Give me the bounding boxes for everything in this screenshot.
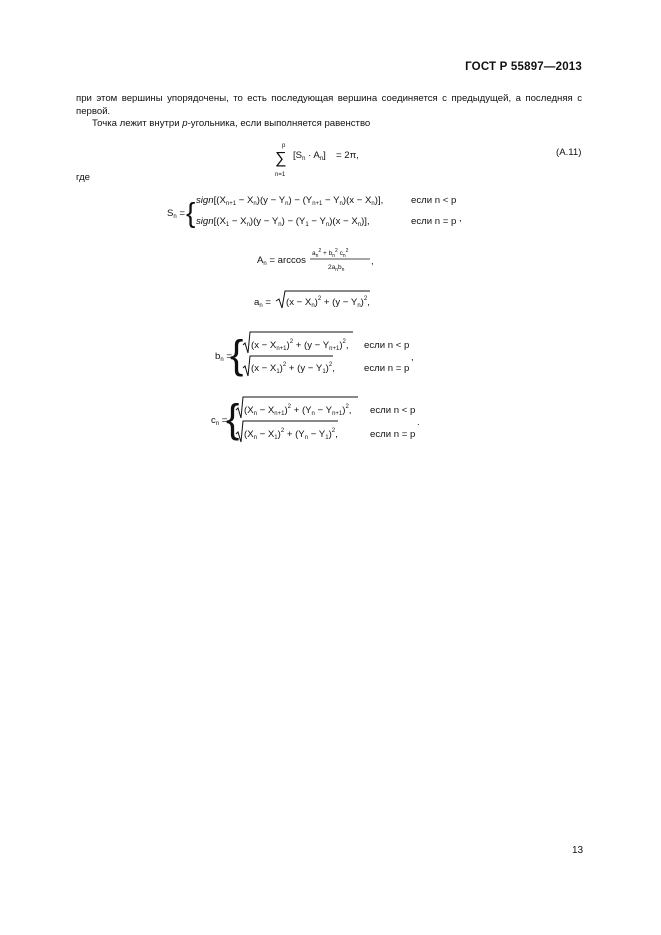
cn-lhs: $c_n$ = — [211, 415, 228, 427]
cn-case2: $(X_n - X_1)^2 + (Y_n - Y_1)^2$, — [244, 428, 338, 441]
an-small-lhs: $a_n$ = — [254, 297, 271, 309]
cn-cond-less: если n < p — [370, 405, 416, 416]
paragraph-variable-p: p — [182, 118, 188, 129]
bn-case1: $(x - X_{n+1})^2 + (y - Y_{n+1})^2$, — [251, 339, 349, 352]
an-small-body: $(x - X_n)^2 + (y - Y_n)^2$, — [286, 296, 370, 309]
sn-cond-less: если n < p — [411, 195, 457, 206]
sn-case1: $sign[(X_{n+1} - X_n)(y - Y_n) - (Y_{n+1} - Y_n)(x - X_n)]$, — [196, 195, 384, 207]
sn-brace: { — [186, 197, 196, 228]
bn-case2: $(x - X_1)^2 + (y - Y_1)^2$, — [251, 362, 335, 375]
page-number: 13 — [572, 845, 584, 856]
bn-comma: , — [411, 352, 414, 363]
an-denominator: $2a_nb_n$ — [328, 264, 345, 273]
bn-lhs: $b_n$ = — [215, 351, 232, 363]
sn-comma: , — [459, 213, 462, 224]
paragraph-vertices-order: при этом вершины упорядочены, то есть последующая вершина соединяется с предыдущей, а последняя с первой. — [76, 93, 582, 117]
cn-case1: $(X_n - X_{n+1})^2 + (Y_n - Y_{n+1})^2$, — [244, 404, 352, 417]
an-numerator: $a_n^2 + b_n^2$ $c_n^2$ — [312, 248, 349, 259]
bn-brace: { — [230, 333, 244, 377]
standard-header: ГОСТ Р 55897—2013 — [465, 61, 582, 73]
sum-upper-limit: p — [282, 143, 286, 149]
paragraph-text-pre: Точка лежит внутри — [92, 118, 183, 129]
sn-case2: $sign[(X_1 - X_n)(y - Y_n) - (Y_1 - Y_n)(x - X_n)]$, — [196, 216, 370, 228]
bn-formula — [215, 332, 414, 377]
an-small-formula — [254, 291, 370, 309]
sigma-symbol: ∑ — [275, 150, 287, 167]
an-formula — [257, 248, 374, 273]
equation-number: (А.11) — [556, 147, 582, 158]
sn-formula — [167, 195, 462, 228]
sum-rhs: = 2π, — [336, 150, 359, 161]
sum-lower-limit: n=1 — [275, 172, 286, 178]
bn-cond-less: если n < p — [364, 340, 410, 351]
sum-body: $[S_n \cdot A_n]$ — [293, 150, 326, 162]
sn-cond-eq: если n = p — [411, 216, 457, 227]
cn-comma: . — [417, 417, 420, 428]
cn-brace: { — [226, 397, 240, 441]
paragraph-text-post: -угольника, если выполняется равенство — [187, 118, 371, 129]
sn-lhs: $S_n$ = — [167, 208, 186, 220]
cn-cond-eq: если n = p — [370, 429, 416, 440]
cn-formula — [211, 397, 420, 442]
an-lhs: $A_n = \arccos$ — [257, 255, 306, 267]
sum-equation — [275, 143, 359, 178]
where-label: где — [76, 172, 91, 183]
an-comma: , — [371, 256, 374, 267]
bn-cond-eq: если n = p — [364, 363, 410, 374]
